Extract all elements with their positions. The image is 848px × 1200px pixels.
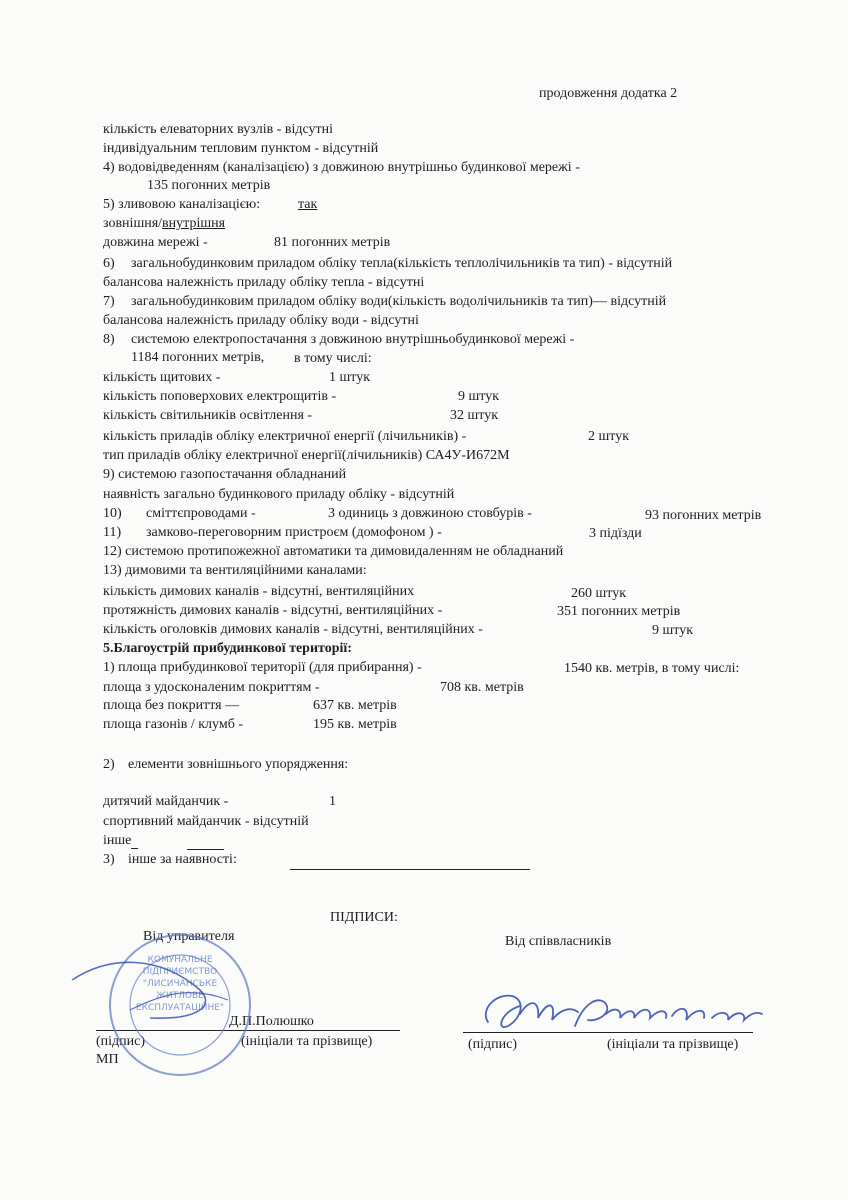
improved-value: 708 кв. метрів bbox=[440, 680, 524, 695]
svg-text:ЕКСПЛУАТАЦІЙНЕ": ЕКСПЛУАТАЦІЙНЕ" bbox=[135, 1003, 225, 1013]
water-meter-num: 7) bbox=[103, 294, 115, 309]
power-incl: в тому числі: bbox=[294, 351, 372, 366]
playground-label: дитячий майданчик - bbox=[103, 794, 229, 809]
storm-length-label: довжина мережі - bbox=[103, 235, 208, 250]
svg-text:ПІДПРИЄМСТВО: ПІДПРИЄМСТВО bbox=[142, 967, 218, 977]
storm-label: 5) зливовою каналізацією: bbox=[103, 197, 261, 212]
power: системою електропостачання з довжиною внутрішньобудинкової мережі - bbox=[131, 332, 575, 347]
manager-sign-caption: (підпис) bbox=[96, 1034, 146, 1049]
gas: 9) системою газопостачання обладнаний bbox=[103, 467, 347, 482]
power-num: 8) bbox=[103, 332, 115, 347]
owners-label: Від співвласників bbox=[505, 934, 612, 949]
manager-name: Д.П.Полюшко bbox=[229, 1014, 314, 1029]
smoke-length-label: протяжність димових каналів - відсутні, вентиляційних - bbox=[103, 603, 443, 618]
smoke-channels: 13) димовими та вентиляційними каналами: bbox=[103, 563, 367, 578]
svg-text:КОМУНАЛЬНЕ: КОМУНАЛЬНЕ bbox=[147, 955, 213, 965]
elements-num: 2) bbox=[103, 757, 115, 772]
smoke-heads-label: кількість оголовків димових каналів - відсутні, вентиляційних - bbox=[103, 622, 483, 637]
lawn-label: площа газонів / клумб - bbox=[103, 717, 244, 732]
svg-text:ЖИТЛОВЕ: ЖИТЛОВЕ bbox=[156, 991, 204, 1001]
lamps-value: 32 штук bbox=[450, 408, 499, 423]
other-avail-num: 3) bbox=[103, 852, 115, 867]
intercom-num: 11) bbox=[103, 525, 122, 540]
other-avail: інше за наявності: bbox=[128, 852, 237, 867]
storm-inner: внутрішня bbox=[162, 216, 226, 231]
fire-system: 12) системою протипожежної автоматики та димовидаленням не обладнаний bbox=[103, 544, 564, 559]
uncovered-value: 637 кв. метрів bbox=[313, 698, 397, 713]
elements: елементи зовнішнього упорядження: bbox=[128, 757, 349, 772]
stamp-place-label: МП bbox=[96, 1052, 119, 1067]
meters-label: кількість приладів обліку електричної енергії (лічильників) - bbox=[103, 429, 467, 444]
chute-length: 93 погонних метрів bbox=[645, 508, 762, 523]
heat-meter-owner: балансова належність приладу обліку тепла - відсутні bbox=[103, 275, 425, 290]
manager-initials-caption: (ініціали та прізвище) bbox=[241, 1034, 373, 1049]
other-label: інше bbox=[103, 833, 132, 848]
gas-meter: наявність загально будинкового приладу обліку - відсутній bbox=[103, 487, 455, 502]
storm-outer: зовнішня/ bbox=[103, 216, 163, 231]
intercom-label: замково-переговорним пристроєм (домофоном ) - bbox=[146, 525, 442, 540]
water-meter-owner: балансова належність приладу обліку води - відсутні bbox=[103, 313, 419, 328]
improved-label: площа з удосконаленим покриттям - bbox=[103, 680, 320, 695]
chute-units: 3 одиниць з довжиною стовбурів - bbox=[328, 506, 532, 521]
continuation-note: продовження додатка 2 bbox=[539, 86, 678, 101]
meter-type: тип приладів обліку електричної енергії(лічильників) СА4У-И672М bbox=[103, 448, 510, 463]
uncovered-label: площа без покриття — bbox=[103, 698, 240, 713]
owners-initials-caption: (ініціали та прізвище) bbox=[607, 1037, 739, 1052]
smoke-count-label: кількість димових каналів - відсутні, вентиляційних bbox=[103, 584, 415, 599]
floor-panels-label: кількість поповерхових електрощитів - bbox=[103, 389, 337, 404]
sewer-length: 135 погонних метрів bbox=[147, 178, 271, 193]
manager-label: Від управителя bbox=[143, 929, 235, 944]
area-value: 1540 кв. метрів, в тому числі: bbox=[564, 661, 740, 676]
panels-label: кількість щитових - bbox=[103, 370, 221, 385]
lawn-value: 195 кв. метрів bbox=[313, 717, 397, 732]
power-length: 1184 погонних метрів, bbox=[131, 350, 265, 365]
chute-num: 10) bbox=[103, 506, 122, 521]
lamps-label: кількість світильників освітлення - bbox=[103, 408, 313, 423]
heat-point: індивідуальним тепловим пунктом - відсутній bbox=[103, 141, 379, 156]
intercom-value: 3 підїзди bbox=[589, 526, 642, 541]
sports-ground: спортивний майданчик - відсутній bbox=[103, 814, 309, 829]
svg-text:"ЛИСИЧАНСЬКЕ: "ЛИСИЧАНСЬКЕ bbox=[142, 979, 218, 989]
owners-sign-caption: (підпис) bbox=[468, 1037, 518, 1052]
meters-value: 2 штук bbox=[588, 429, 630, 444]
water-meter: загальнобудинковим приладом обліку води(кількість водолічильників та тип)— відсутній bbox=[131, 294, 667, 309]
smoke-length-value: 351 погонних метрів bbox=[557, 604, 681, 619]
area-label: 1) площа прибудинкової території (для прибирання) - bbox=[103, 660, 422, 675]
chute-label: сміттєпроводами - bbox=[146, 506, 256, 521]
floor-panels-value: 9 штук bbox=[458, 389, 500, 404]
storm-length-value: 81 погонних метрів bbox=[274, 235, 391, 250]
sewer-intro: 4) водовідведенням (каналізацією) з довжиною внутрішньо будинкової мережі - bbox=[103, 160, 580, 175]
signatures-title: ПІДПИСИ: bbox=[330, 910, 398, 925]
territory-heading: 5.Благоустрій прибудинкової території: bbox=[103, 641, 352, 656]
storm-value: так bbox=[298, 197, 318, 212]
smoke-count-value: 260 штук bbox=[571, 586, 627, 601]
heat-meter: загальнобудинковим приладом обліку тепла(кількість теплолічильників та тип) - відсутній bbox=[131, 256, 673, 271]
heat-meter-num: 6) bbox=[103, 256, 115, 271]
playground-value: 1 bbox=[329, 794, 336, 809]
elevator-nodes: кількість елеваторних вузлів - відсутні bbox=[103, 122, 334, 137]
panels-value: 1 штук bbox=[329, 370, 371, 385]
smoke-heads-value: 9 штук bbox=[652, 623, 694, 638]
